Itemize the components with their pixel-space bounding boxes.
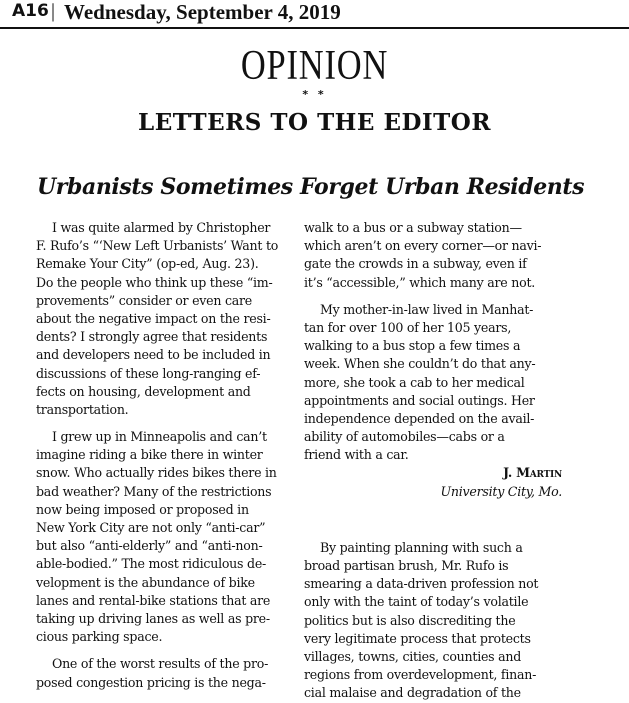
text-line: bad weather? Many of the restrictions bbox=[36, 483, 272, 499]
text-line: regions from overdevelopment, finan- bbox=[304, 667, 537, 683]
left-column bbox=[36, 219, 297, 692]
page-folio bbox=[0, 0, 629, 30]
text-line: only with the taint of today’s volatile bbox=[304, 594, 529, 610]
text-line: cial malaise and degradation of the bbox=[304, 685, 521, 701]
text-line: walking to a bus stop a few times a bbox=[304, 338, 521, 354]
text-line: which aren’t on every corner—or navi- bbox=[304, 238, 542, 254]
text-line: fects on housing, development and bbox=[36, 383, 251, 399]
text-line: it’s “accessible,” which many are not. bbox=[304, 274, 536, 290]
text-line: friend with a car. bbox=[304, 447, 409, 463]
signature-name: J. Martin bbox=[503, 465, 562, 481]
folio-separator: | bbox=[51, 0, 56, 22]
section-title: OPINION bbox=[240, 43, 389, 89]
section-subtitle: LETTERS TO THE EDITOR bbox=[138, 109, 491, 136]
text-line: gate the crowds in a subway, even if bbox=[304, 256, 527, 272]
text-line: provements” consider or even care bbox=[36, 292, 253, 308]
text-line: One of the worst results of the pro- bbox=[52, 656, 269, 672]
text-line: lanes and rental-bike stations that are bbox=[36, 592, 271, 608]
text-line: My mother-in-law lived in Manhat- bbox=[320, 301, 534, 317]
right-column bbox=[304, 219, 570, 703]
text-line: velopment is the abundance of bike bbox=[36, 574, 255, 590]
text-line: broad partisan brush, Mr. Rufo is bbox=[304, 558, 509, 573]
text-line: about the negative impact on the resi- bbox=[36, 310, 271, 326]
text-line: New York City are not only “anti-car” bbox=[36, 520, 266, 535]
text-line: taking up driving lanes as well as pre- bbox=[36, 610, 270, 626]
signature-place: University City, Mo. bbox=[440, 483, 562, 499]
text-line: imagine riding a bike there in winter bbox=[36, 447, 263, 463]
letter-headline: Urbanists Sometimes Forget Urban Residents bbox=[37, 174, 585, 200]
text-line: but also “anti-elderly” and “anti-non- bbox=[36, 538, 263, 554]
text-line: transportation. bbox=[36, 401, 129, 417]
text-line: politics but is also discrediting the bbox=[304, 612, 516, 628]
text-line: villages, towns, cities, counties and bbox=[304, 648, 522, 664]
publication-date: Wednesday, September 4, 2019 bbox=[64, 0, 341, 24]
paragraph-gap bbox=[304, 292, 570, 301]
text-line: now being imposed or proposed in bbox=[36, 501, 249, 517]
text-line: cious parking space. bbox=[36, 629, 163, 645]
text-line: I grew up in Minneapolis and can’t bbox=[52, 429, 267, 445]
text-line: By painting planning with such a bbox=[320, 539, 523, 555]
text-line: able-bodied.” The most ridiculous de- bbox=[36, 556, 267, 572]
text-line: more, she took a cab to her medical bbox=[304, 374, 525, 390]
text-line: smearing a data-driven profession not bbox=[304, 576, 539, 592]
letter-divider-space bbox=[304, 501, 570, 539]
paragraph-gap bbox=[36, 419, 297, 428]
paragraph-gap bbox=[36, 646, 297, 655]
text-line: snow. Who actually rides bikes there in bbox=[36, 465, 277, 481]
text-line: I was quite alarmed by Christopher bbox=[52, 220, 271, 235]
text-line: ability of automobiles—cabs or a bbox=[304, 429, 505, 445]
text-line: Remake Your City” (op-ed, Aug. 23). bbox=[36, 256, 259, 272]
text-line: posed congestion pricing is the nega- bbox=[36, 674, 266, 690]
text-line: independence depended on the avail- bbox=[304, 410, 535, 426]
text-line: and developers need to be included in bbox=[36, 347, 271, 363]
section-stars-ornament: * * bbox=[302, 88, 327, 101]
header-rule bbox=[0, 27, 629, 29]
page-number: A16 bbox=[12, 1, 49, 21]
text-line: walk to a bus or a subway station— bbox=[304, 220, 522, 235]
text-line: week. When she couldn’t do that any- bbox=[304, 356, 536, 372]
text-line: Do the people who think up these “im- bbox=[36, 274, 273, 290]
text-line: appointments and social outings. Her bbox=[304, 392, 535, 408]
text-line: F. Rufo’s “‘New Left Urbanists’ Want to bbox=[36, 238, 279, 254]
text-line: tan for over 100 of her 105 years, bbox=[304, 319, 512, 335]
text-line: dents? I strongly agree that residents bbox=[36, 329, 268, 345]
text-line: very legitimate process that protects bbox=[304, 630, 531, 646]
text-line: discussions of these long-ranging ef- bbox=[36, 365, 261, 381]
